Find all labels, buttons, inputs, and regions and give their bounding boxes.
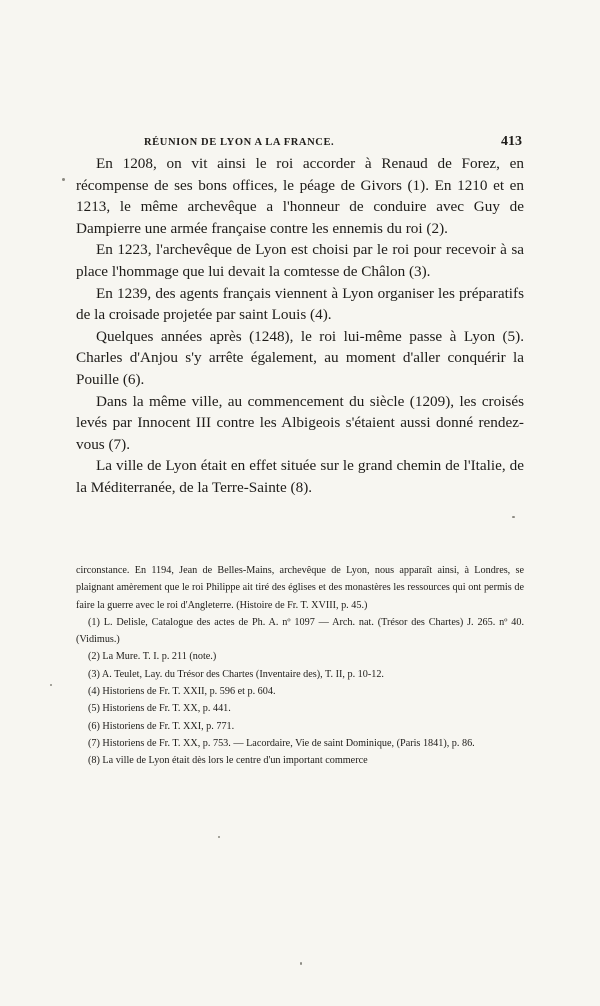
speck: [512, 516, 515, 518]
paragraph: Quelques années après (1248), le roi lui-même passe à Lyon (5). Charles d'Anjou s'y arrête également, au moment d'aller conquérir la Pouille (6).: [76, 327, 524, 388]
paragraph: La ville de Lyon était en effet située sur le grand chemin de l'Italie, de la Méditerranée, de la Terre-Sainte (8).: [76, 457, 524, 496]
main-text: [76, 153, 524, 499]
paragraph: En 1239, des agents français viennent à Lyon organiser les préparatifs de la croisade projetée par saint Louis (4).: [76, 284, 524, 324]
speck: [50, 684, 52, 686]
page-number: 413: [501, 134, 522, 149]
paragraph: En 1208, on vit ainsi le roi accorder à Renaud de Forez, en récompense de ses bons offices, le péage de Givors (1). En 1210 et en 1213, le même archevêque a l'honneur de conduire avec Guy de Dampierre une armée française contre les ennemis du roi (2).: [76, 155, 524, 237]
footnote-5: (5) Historiens de Fr. T. XX, p. 441.: [88, 703, 231, 715]
paragraph: Dans la même ville, au commencement du siècle (1209), les croisés levés par Innocent III contre les Albigeois s'étaient aussi donné rendez-vous (7).: [76, 392, 524, 453]
footnote-3: (3) A. Teulet, Lay. du Trésor des Chartes (Inventaire des), T. II, p. 10-12.: [88, 668, 384, 680]
footnotes: [76, 562, 524, 770]
footnote-6: (6) Historiens de Fr. T. XXI, p. 771.: [88, 720, 235, 732]
footnote-continuation: circonstance. En 1194, Jean de Belles-Mains, archevêque de Lyon, nous apparaît ainsi, à Londres, se plaignant amèrement que le roi Philippe ait tiré des églises et des monastères les ressources qui ont permis de faire la guerre avec le roi d'Angleterre. (Histoire de Fr. T. XVIII, p. 45.): [76, 565, 524, 611]
speck: [62, 178, 65, 181]
footnote-7: (7) Historiens de Fr. T. XX, p. 753. — Lacordaire, Vie de saint Dominique, (Paris 1841), p. 86.: [88, 737, 475, 749]
speck: [218, 836, 220, 838]
footnote-2: (2) La Mure. T. I. p. 211 (note.): [88, 651, 217, 663]
footnote-1: (1) L. Delisle, Catalogue des actes de Ph. A. nº 1097 — Arch. nat. (Trésor des Chartes) J. 265. nº 40. (Vidimus.): [76, 616, 524, 646]
running-title: RÉUNION DE LYON A LA FRANCE.: [144, 137, 335, 148]
footnote-8: (8) La ville de Lyon était dès lors le centre d'un important commerce: [88, 755, 368, 767]
footnote-4: (4) Historiens de Fr. T. XXII, p. 596 et p. 604.: [88, 686, 276, 698]
page-header: [90, 134, 524, 152]
paragraph: En 1223, l'archevêque de Lyon est choisi par le roi pour recevoir à sa place l'hommage que lui devait la comtesse de Châlon (3).: [76, 241, 524, 280]
speck: [300, 962, 302, 965]
